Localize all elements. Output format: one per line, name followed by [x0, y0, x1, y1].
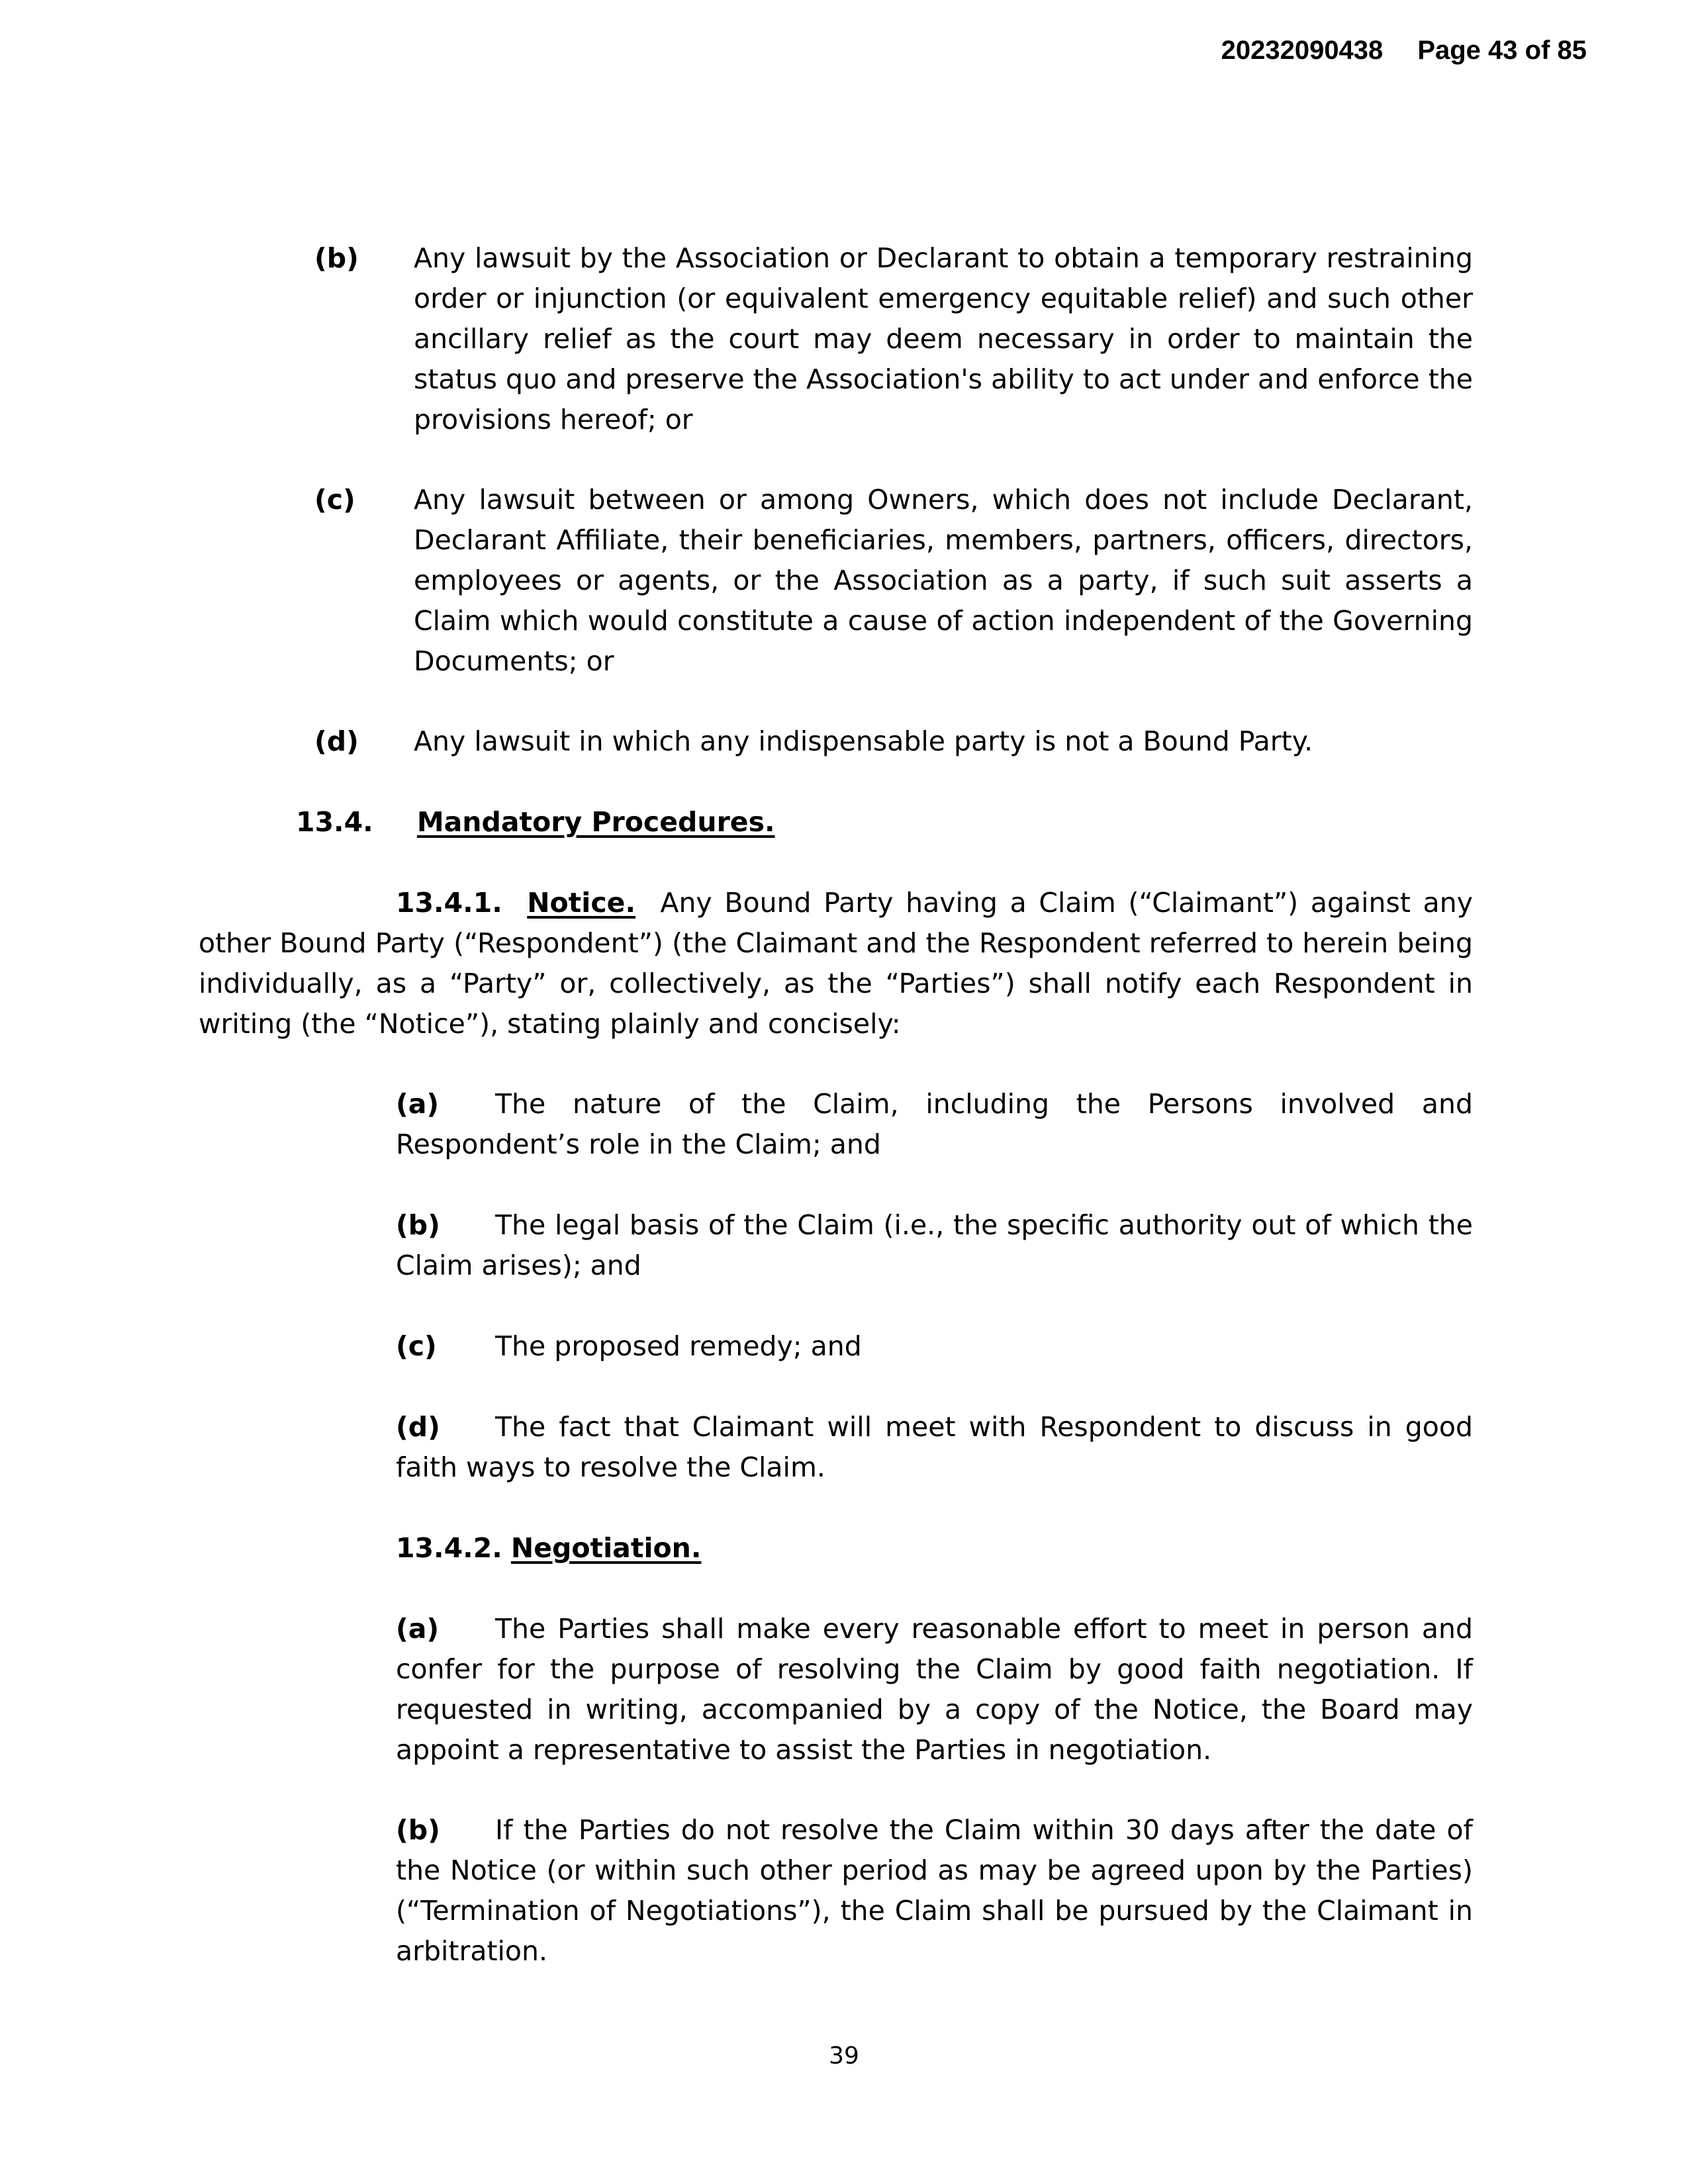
item-text-d: Any lawsuit in which any indispensable party is not a Bound Party.: [414, 725, 1313, 757]
notice-item-b: [396, 1205, 1473, 1286]
notice-item-text-c: The proposed remedy; and: [495, 1330, 862, 1362]
page-header: [1221, 30, 1587, 70]
notice-number: 13.4.1.: [396, 887, 502, 919]
document-number: 20232090438: [1221, 36, 1383, 65]
negotiation-item-label-a: (a): [396, 1613, 440, 1645]
item-text-b: Any lawsuit by the Association or Declarant to obtain a temporary restraining order or injunction (or equivalent emergency equitable relief) and such other ancillary relief as the court may deem necessary in order to maintain the status quo and preserve the Association's ability to act under and enforce the provisions hereof; or: [414, 242, 1473, 435]
notice-item-text-b: The legal basis of the Claim (i.e., the specific authority out of which the Claim arises); and: [396, 1209, 1473, 1281]
notice-item-c: [396, 1326, 1473, 1367]
notice-item-label-b: (b): [396, 1209, 440, 1241]
notice-item-text-a: The nature of the Claim, including the Persons involved and Respondent’s role in the Claim; and: [396, 1088, 1473, 1160]
page-number: 39: [829, 2042, 859, 2070]
item-text-c: Any lawsuit between or among Owners, which does not include Declarant, Declarant Affiliate, their beneficiaries, members, partners, officers, directors, employees or agents, or the Association as a party, if such suit asserts a Claim which would constitute a cause of action independent of the Governing Documents; or: [414, 484, 1473, 677]
negotiation-item-text-b: If the Parties do not resolve the Claim within 30 days after the date of the Notice (or within such other period as may be agreed upon by the Parties) (“Termination of Negotiations”), the Claim shall be pursued by the Claimant in arbitration.: [396, 1814, 1473, 1967]
negotiation-item-b: [396, 1810, 1473, 1972]
notice-title: Notice.: [527, 887, 636, 919]
notice-item-label-c: (c): [396, 1330, 437, 1362]
item-label-c: (c): [314, 484, 355, 516]
item-label-d: (d): [314, 725, 359, 757]
negotiation-item-a: [396, 1609, 1473, 1770]
negotiation-title: Negotiation.: [510, 1532, 702, 1564]
page-indicator: Page 43 of 85: [1417, 36, 1587, 65]
negotiation-number: 13.4.2.: [396, 1532, 502, 1564]
negotiation-item-text-a: The Parties shall make every reasonable effort to meet in person and confer for the purpose of resolving the Claim by good faith negotiation. If requested in writing, accompanied by a copy of the Notice, the Board may appoint a representative to assist the Parties in negotiation.: [396, 1613, 1473, 1766]
negotiation-heading: [396, 1528, 701, 1569]
negotiation-item-label-b: (b): [396, 1814, 440, 1846]
section-number: 13.4.: [296, 806, 373, 838]
item-label-b: (b): [314, 242, 359, 274]
notice-item-text-d: The fact that Claimant will meet with Respondent to discuss in good faith ways to resolve the Claim.: [396, 1411, 1473, 1483]
notice-text: Any Bound Party having a Claim (“Claimant”) against any other Bound Party (“Respondent”) (the Claimant and the Respondent referred to herein being individually, as a “Party” or, collectively, as the “Parties”) shall notify each Respondent in writing (the “Notice”), stating plainly and concisely:: [199, 887, 1473, 1040]
notice-item-d: [396, 1407, 1473, 1488]
notice-paragraph: [199, 883, 1473, 1044]
notice-item-label-a: (a): [396, 1088, 440, 1120]
notice-item-a: [396, 1084, 1473, 1165]
section-title: Mandatory Procedures.: [416, 806, 775, 838]
section-heading: [296, 802, 775, 842]
notice-item-label-d: (d): [396, 1411, 440, 1443]
